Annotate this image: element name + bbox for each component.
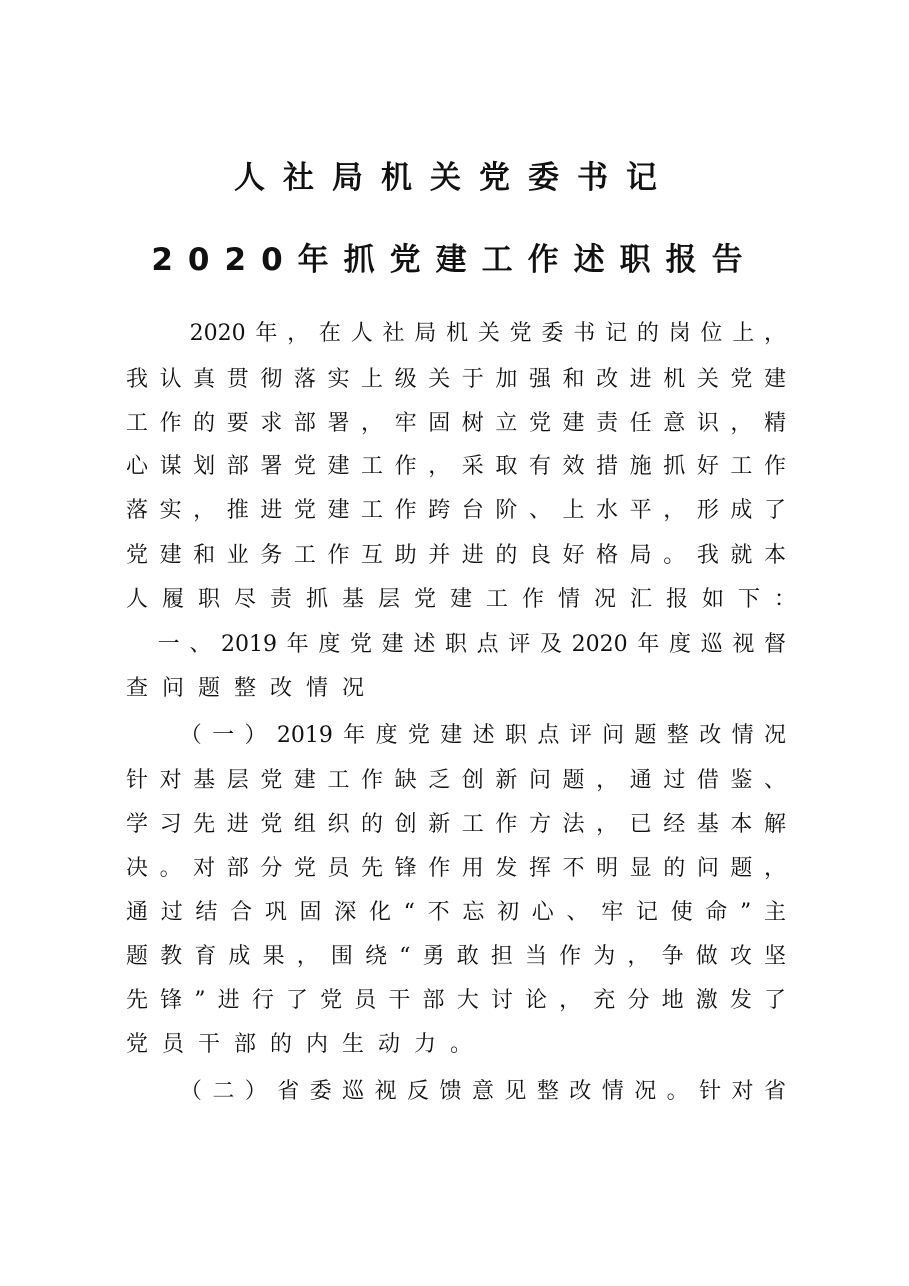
section-heading-1-line-2: 查问题整改情况 [126, 676, 379, 701]
body-line-8: 针对基层党建工作缺乏创新问题，通过借鉴、 [126, 768, 786, 793]
body-line-6: 党建和业务工作互助并进的良好格局。我就本 [126, 543, 786, 568]
body-line-10: 决。对部分党员先锋作用发挥不明显的问题， [126, 856, 786, 881]
subsection-heading-2: （二）省委巡视反馈意见整改情况。针对省 [126, 1079, 786, 1104]
document-title-line-1: 人社局机关党委书记 [234, 160, 675, 196]
body-line-12: 题教育成果，围绕“勇敢担当作为，争做攻坚 [126, 944, 786, 969]
section-heading-1-line-1: 一、2019年度党建述职点评及2020年度巡视督 [126, 632, 786, 657]
body-line-9: 学习先进党组织的创新工作方法，已经基本解 [126, 812, 786, 837]
body-line-3: 工作的要求部署，牢固树立党建责任意识，精 [126, 411, 786, 436]
document-title-line-2: 2020年抓党建工作述职报告 [151, 242, 758, 278]
body-line-13: 先锋”进行了党员干部大讨论，充分地激发了 [126, 988, 786, 1013]
body-line-5: 落实，推进党建工作跨台阶、上水平，形成了 [126, 498, 786, 523]
body-line-4: 心谋划部署党建工作，采取有效措施抓好工作 [126, 454, 786, 479]
subsection-heading-1: （一）2019年度党建述职点评问题整改情况 [126, 723, 786, 748]
body-line-7: 人履职尽责抓基层党建工作情况汇报如下： [126, 587, 811, 612]
body-line-11: 通过结合巩固深化“不忘初心、牢记使命”主 [126, 900, 786, 925]
body-line-2: 我认真贯彻落实上级关于加强和改进机关党建 [126, 367, 786, 392]
body-line-1: 2020年，在人社局机关党委书记的岗位上， [126, 321, 786, 346]
body-line-14: 党员干部的内生动力。 [126, 1032, 487, 1057]
